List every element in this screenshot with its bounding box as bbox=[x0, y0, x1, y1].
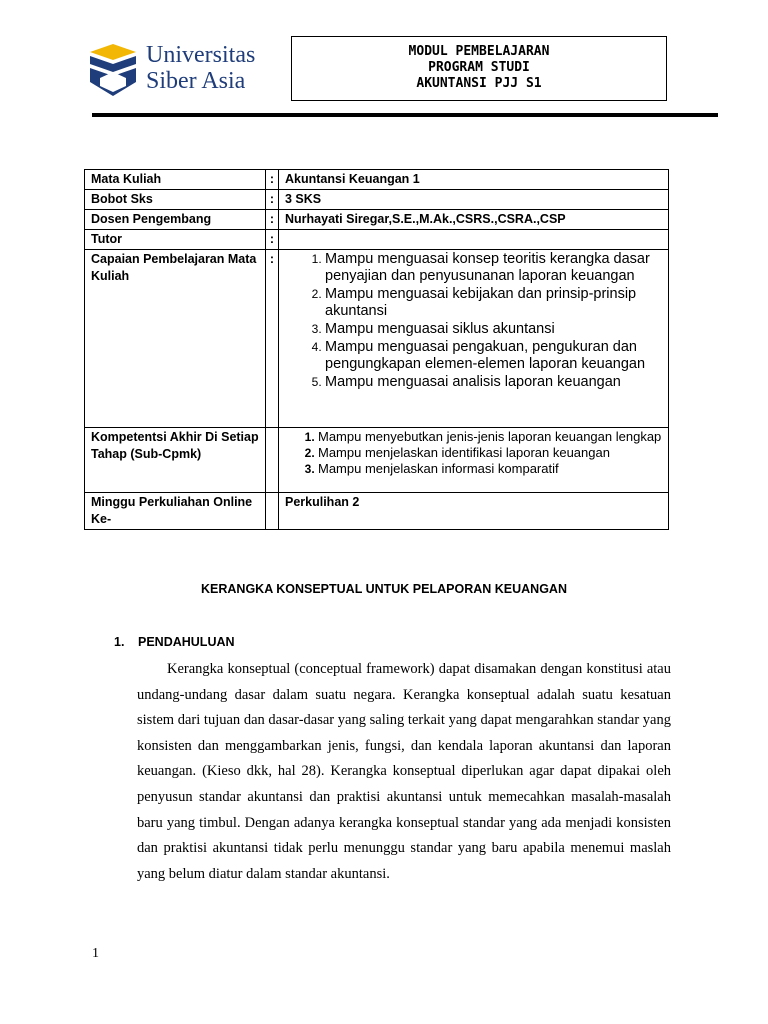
row-label: Mata Kuliah bbox=[85, 170, 266, 190]
logo-text-line1: Universitas bbox=[146, 42, 256, 68]
row-colon: : bbox=[266, 170, 279, 190]
list-item: 1. Mampu menyebutkan jenis-jenis laporan keuangan lengkap bbox=[318, 429, 662, 445]
list-item: 3. Mampu menjelaskan informasi komparatif bbox=[318, 461, 662, 477]
program-title-line: PROGRAM STUDI bbox=[428, 60, 530, 75]
row-colon: : bbox=[266, 210, 279, 230]
row-colon bbox=[266, 428, 279, 493]
subsection-title: PENDAHULUAN bbox=[138, 635, 235, 649]
table-row bbox=[85, 210, 669, 230]
page-number: 1 bbox=[92, 946, 99, 961]
row-colon: : bbox=[266, 250, 279, 428]
module-title-box bbox=[291, 36, 667, 101]
shield-logo-icon bbox=[88, 42, 138, 98]
list-item: 1. Mampu menguasai konsep teoritis kerangka dasar penyajian dan penyusunanan laporan keuangan bbox=[325, 251, 662, 285]
kompetensi-list bbox=[285, 429, 662, 477]
table-row bbox=[85, 230, 669, 250]
row-value: Perkulihan 2 bbox=[279, 493, 669, 530]
list-item: 2. Mampu menjelaskan identifikasi laporan keuangan bbox=[318, 445, 662, 461]
row-label: Minggu Perkuliahan Online Ke- bbox=[85, 493, 266, 530]
department-title-line: AKUNTANSI PJJ S1 bbox=[416, 76, 542, 91]
row-label: Capaian Pembelajaran Mata Kuliah bbox=[85, 250, 266, 428]
row-colon: : bbox=[266, 230, 279, 250]
kompetensi-list-cell bbox=[279, 428, 669, 493]
row-value bbox=[279, 230, 669, 250]
list-item: 2. Mampu menguasai kebijakan dan prinsip-prinsip akuntansi bbox=[325, 286, 662, 320]
table-row bbox=[85, 428, 669, 493]
course-info-table bbox=[84, 169, 669, 530]
body-paragraph: Kerangka konseptual (conceptual framework) dapat disamakan dengan konstitusi atau undang-undang dasar dalam suatu negara. Kerangka konseptual adalah suatu kesatuan sistem dari tujuan dan dasar-dasar yang saling terkait yang dapat mengarahkan standar yang konsisten dan menggambarkan jenis, fungsi, dan kendala laporan akuntansi dan laporan keuangan. (Kieso dkk, hal 28). Kerangka konseptual diperlukan agar dapat dipakai oleh penyusun standar akuntansi dan praktisi akuntansi untuk memecahkan masalah-masalah baru yang timbul. Dengan adanya kerangka konseptual standar yang ada menjadi konsisten dan praktisi akuntansi tidak perlu menunggu standar yang baru apabila menemui maslah yang belum diatur dalam standar akuntansi. bbox=[137, 661, 671, 882]
module-title-line: MODUL PEMBELAJARAN bbox=[408, 44, 550, 59]
list-item: 4. Mampu menguasai pengakuan, pengukuran dan pengungkapan elemen-elemen laporan keuangan bbox=[325, 339, 662, 373]
table-row bbox=[85, 493, 669, 530]
capaian-list-cell bbox=[279, 250, 669, 428]
table-row bbox=[85, 170, 669, 190]
subsection-number: 1. bbox=[114, 635, 125, 649]
section-title: KERANGKA KONSEPTUAL UNTUK PELAPORAN KEUANGAN bbox=[201, 582, 567, 596]
row-value: Nurhayati Siregar,S.E.,M.Ak.,CSRS.,CSRA.,CSP bbox=[279, 210, 669, 230]
university-logo bbox=[88, 40, 278, 100]
row-label: Tutor bbox=[85, 230, 266, 250]
header-divider bbox=[92, 113, 718, 117]
row-label: Dosen Pengembang bbox=[85, 210, 266, 230]
row-colon bbox=[266, 493, 279, 530]
row-value: Akuntansi Keuangan 1 bbox=[279, 170, 669, 190]
logo-text-line2: Siber Asia bbox=[146, 68, 246, 94]
row-colon: : bbox=[266, 190, 279, 210]
row-value: 3 SKS bbox=[279, 190, 669, 210]
list-item: 5. Mampu menguasai analisis laporan keuangan bbox=[325, 374, 662, 391]
list-item: 3. Mampu menguasai siklus akuntansi bbox=[325, 321, 662, 338]
table-row bbox=[85, 250, 669, 428]
capaian-list bbox=[285, 251, 662, 391]
row-label: Bobot Sks bbox=[85, 190, 266, 210]
table-row bbox=[85, 190, 669, 210]
row-label: Kompetentsi Akhir Di Setiap Tahap (Sub-Cpmk) bbox=[85, 428, 266, 493]
